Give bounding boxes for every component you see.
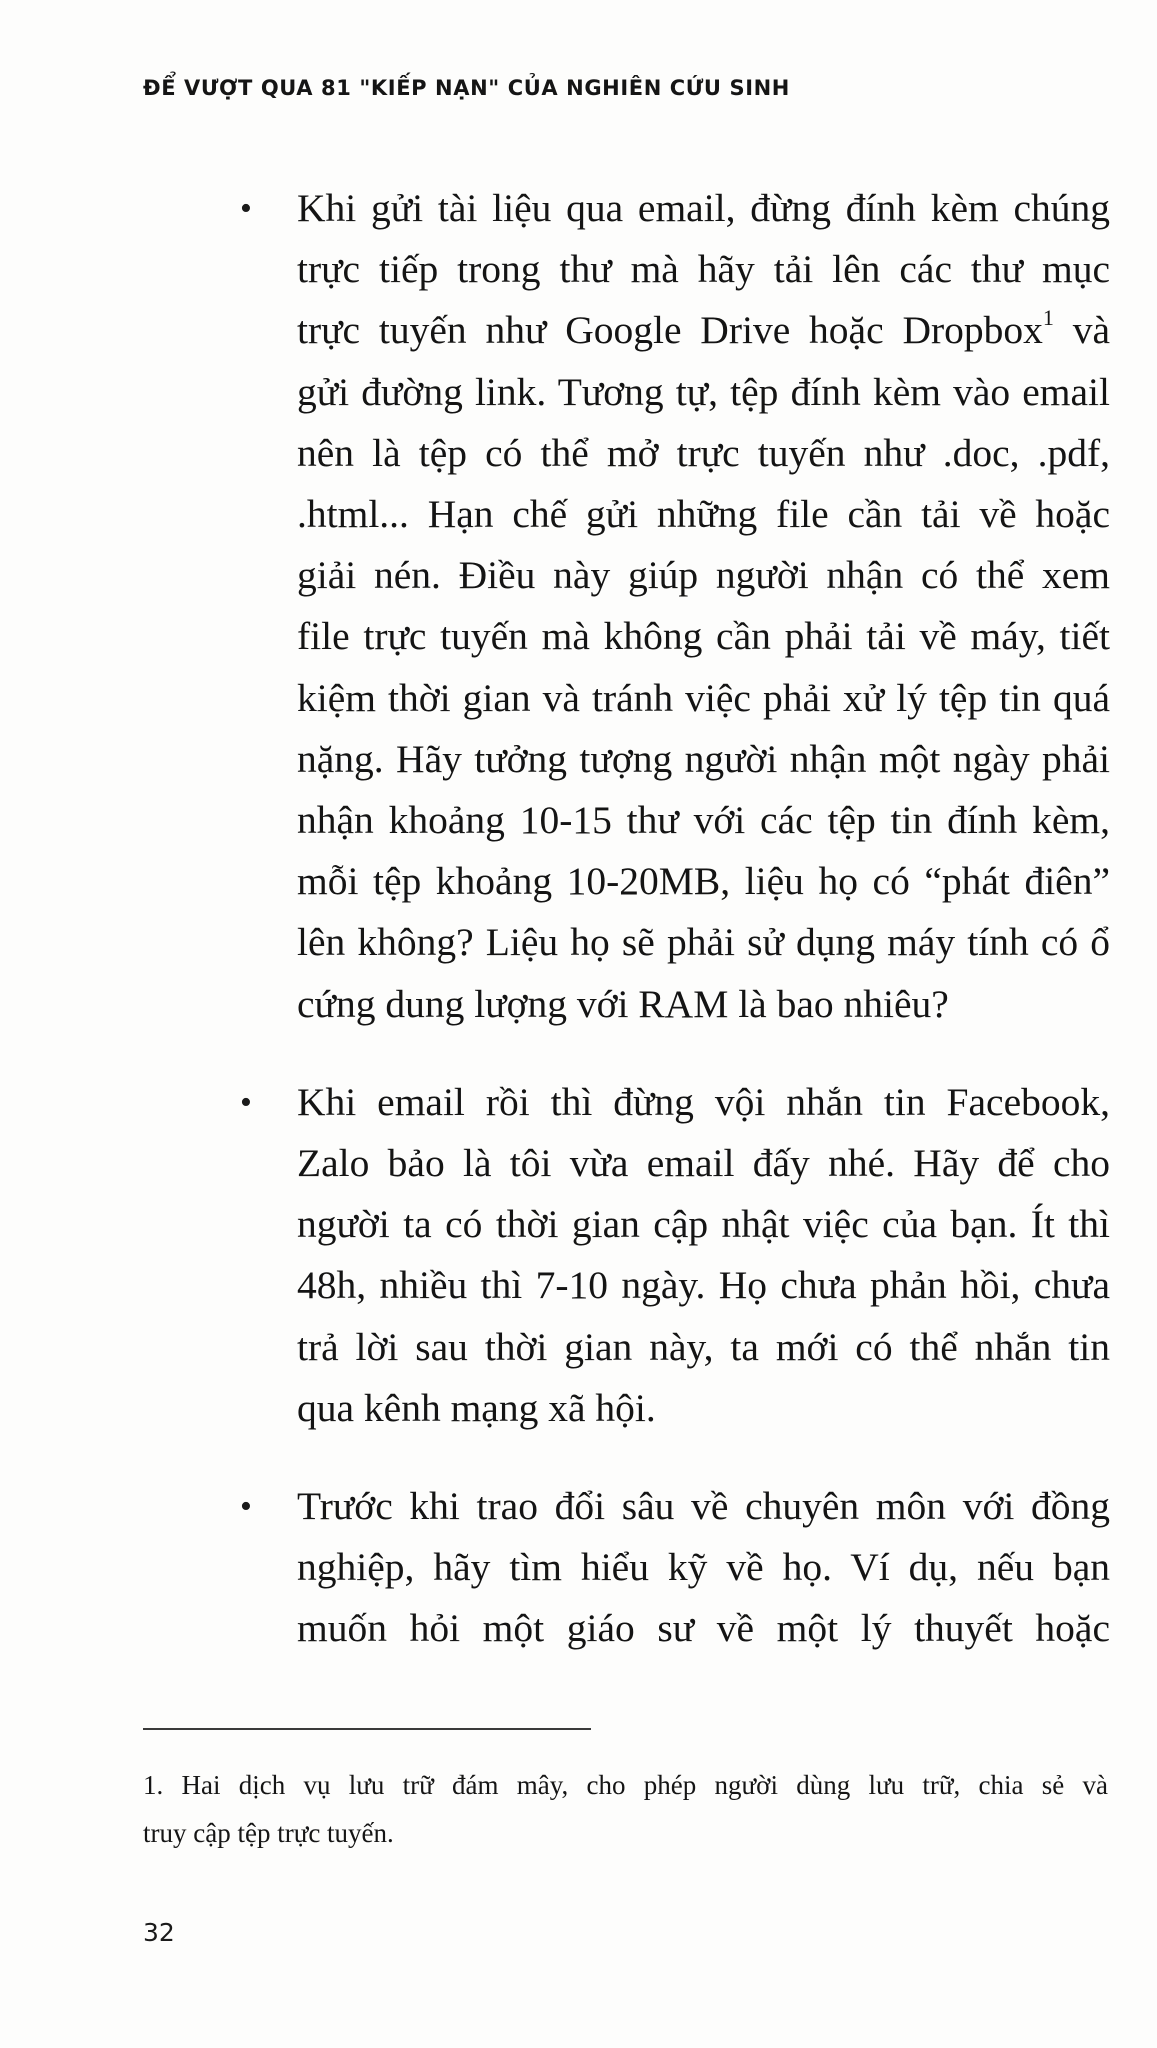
bullet-item	[240, 1072, 1110, 1439]
text-line: qua kênh mạng xã hội.	[297, 1385, 656, 1430]
text-line: .html... Hạn chế gửi những file cần tải về hoặc	[297, 492, 1110, 537]
text-line: kiệm thời gian và tránh việc phải xử lý tệp tin quá	[297, 675, 1110, 720]
text-line: trực tiếp trong thư mà hãy tải lên các thư mục	[297, 247, 1110, 292]
bullet-icon: •	[240, 1083, 252, 1121]
bullet-item	[240, 178, 1110, 1035]
text-line: Khi gửi tài liệu qua email, đừng đính kèm chúng	[297, 186, 1110, 230]
footnote-reference[interactable]: 1	[1042, 305, 1054, 331]
text-fragment: trực tuyến như Google Drive hoặc Dropbox	[297, 308, 1043, 353]
text-line: muốn hỏi một giáo sư về một lý thuyết hoặc	[297, 1606, 1110, 1651]
text-line: mỗi tệp khoảng 10-20MB, liệu họ có “phát điên”	[297, 859, 1110, 904]
running-header: ĐỂ VƯỢT QUA 81 "KIẾP NẠN" CỦA NGHIÊN CỨU SINH	[143, 76, 790, 100]
text-line: người ta có thời gian cập nhật việc của bạn. Ít thì	[297, 1202, 1110, 1247]
footnote-line: 1. Hai dịch vụ lưu trữ đám mây, cho phép người dùng lưu trữ, chia sẻ và	[143, 1770, 1108, 1800]
text-line: nên là tệp có thể mở trực tuyến như .doc, .pdf,	[297, 430, 1110, 475]
body-text	[240, 178, 1110, 1697]
text-line: Khi email rồi thì đừng vội nhắn tin Facebook,	[297, 1079, 1110, 1124]
footnote-divider	[143, 1728, 591, 1730]
text-line: giải nén. Điều này giúp người nhận có thể xem	[297, 553, 1110, 598]
text-line: gửi đường link. Tương tự, tệp đính kèm vào email	[297, 369, 1110, 414]
bullet-icon: •	[240, 190, 252, 227]
text-line: file trực tuyến mà không cần phải tải về máy, tiết	[297, 614, 1110, 659]
text-line: cứng dung lượng với RAM là bao nhiêu?	[297, 981, 949, 1026]
text-line: nặng. Hãy tưởng tượng người nhận một ngày phải	[297, 736, 1110, 781]
bullet-item	[240, 1476, 1110, 1660]
text-line: trả lời sau thời gian này, ta mới có thể nhắn tin	[297, 1324, 1110, 1369]
bullet-icon: •	[240, 1488, 252, 1526]
page-number: 32	[143, 1918, 175, 1947]
text-line	[297, 300, 1110, 361]
footnote	[143, 1761, 1108, 1857]
text-line: 48h, nhiều thì 7-10 ngày. Họ chưa phản hồi, chưa	[297, 1263, 1110, 1308]
text-line: Zalo bảo là tôi vừa email đấy nhé. Hãy để cho	[297, 1141, 1110, 1186]
text-fragment: và	[1053, 308, 1110, 353]
text-line: nghiệp, hãy tìm hiểu kỹ về họ. Ví dụ, nếu bạn	[297, 1545, 1110, 1590]
text-line: nhận khoảng 10-15 thư với các tệp tin đính kèm,	[297, 798, 1110, 843]
text-line: Trước khi trao đổi sâu về chuyên môn với đồng	[297, 1484, 1110, 1529]
text-line: lên không? Liệu họ sẽ phải sử dụng máy tính có ổ	[297, 920, 1110, 965]
footnote-line: truy cập tệp trực tuyến.	[143, 1818, 394, 1848]
